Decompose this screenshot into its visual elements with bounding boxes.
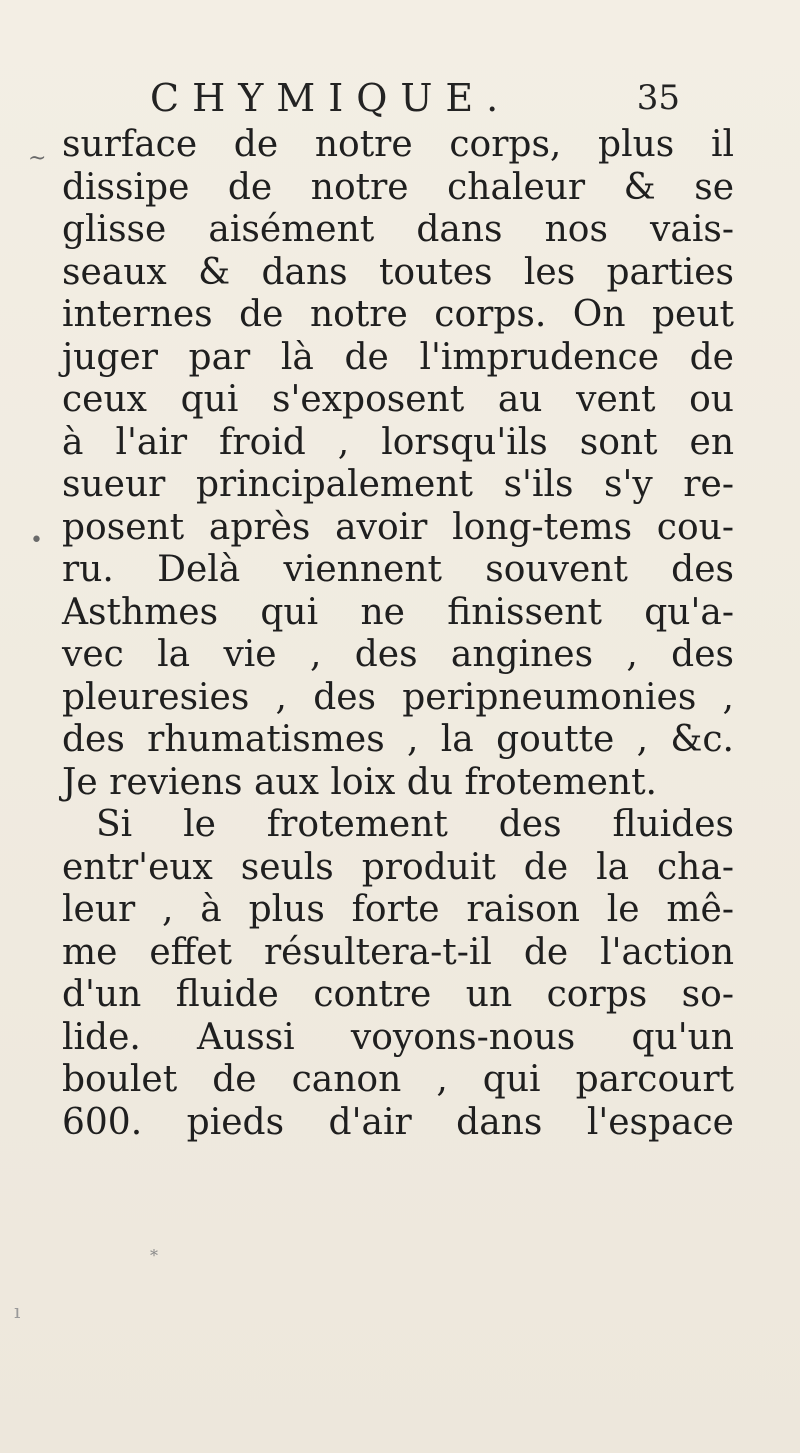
margin-mark: ı <box>14 1299 21 1323</box>
text-line: internes de notre corps. On peut <box>62 294 734 335</box>
text-line: 600. pieds d'air dans l'espace <box>62 1101 734 1143</box>
text-line: glisse aisément dans nos vais- <box>62 209 734 250</box>
text-line: ru. Delà viennent souvent des <box>62 549 734 590</box>
running-head <box>150 78 680 118</box>
text-line: leur , à plus forte raison le mê- <box>62 889 734 930</box>
body-text <box>62 124 734 1144</box>
text-line: ceux qui s'exposent au vent ou <box>62 379 734 420</box>
text-line: sueur principalement s'ils s'y re- <box>62 464 734 505</box>
margin-mark: • <box>30 528 43 553</box>
margin-mark: * <box>150 1246 158 1265</box>
text-line: boulet de canon , qui parcourt <box>62 1059 734 1100</box>
margin-mark: ~ <box>28 146 47 171</box>
text-line: d'un fluide contre un corps so- <box>62 974 734 1015</box>
text-line: lide. Aussi voyons-nous qu'un <box>62 1016 734 1058</box>
paragraph-start-line: Si le frotement des fluides <box>96 804 734 845</box>
text-line: entr'eux seuls produit de la cha- <box>62 846 734 888</box>
text-line: posent après avoir long-tems cou- <box>62 506 734 548</box>
text-line: à l'air froid , lorsqu'ils sont en <box>62 421 734 463</box>
text-line: juger par là de l'imprudence de <box>62 336 734 378</box>
text-line: Asthmes qui ne finissent qu'a- <box>62 591 734 633</box>
text-line: seaux & dans toutes les parties <box>62 251 734 293</box>
text-line: vec la vie , des angines , des <box>62 634 734 675</box>
text-line: des rhumatismes , la goutte , &c. <box>62 719 734 760</box>
text-line: dissipe de notre chaleur & se <box>62 166 734 208</box>
running-title: CHYMIQUE. <box>150 76 512 120</box>
text-line: pleuresies , des peripneumonies , <box>62 676 734 718</box>
text-line: Je reviens aux loix du frotement. <box>62 761 657 803</box>
text-line: surface de notre corps, plus il <box>62 124 734 165</box>
text-line: me effet résultera-t-il de l'action <box>62 931 734 973</box>
page-number: 35 <box>636 78 680 118</box>
